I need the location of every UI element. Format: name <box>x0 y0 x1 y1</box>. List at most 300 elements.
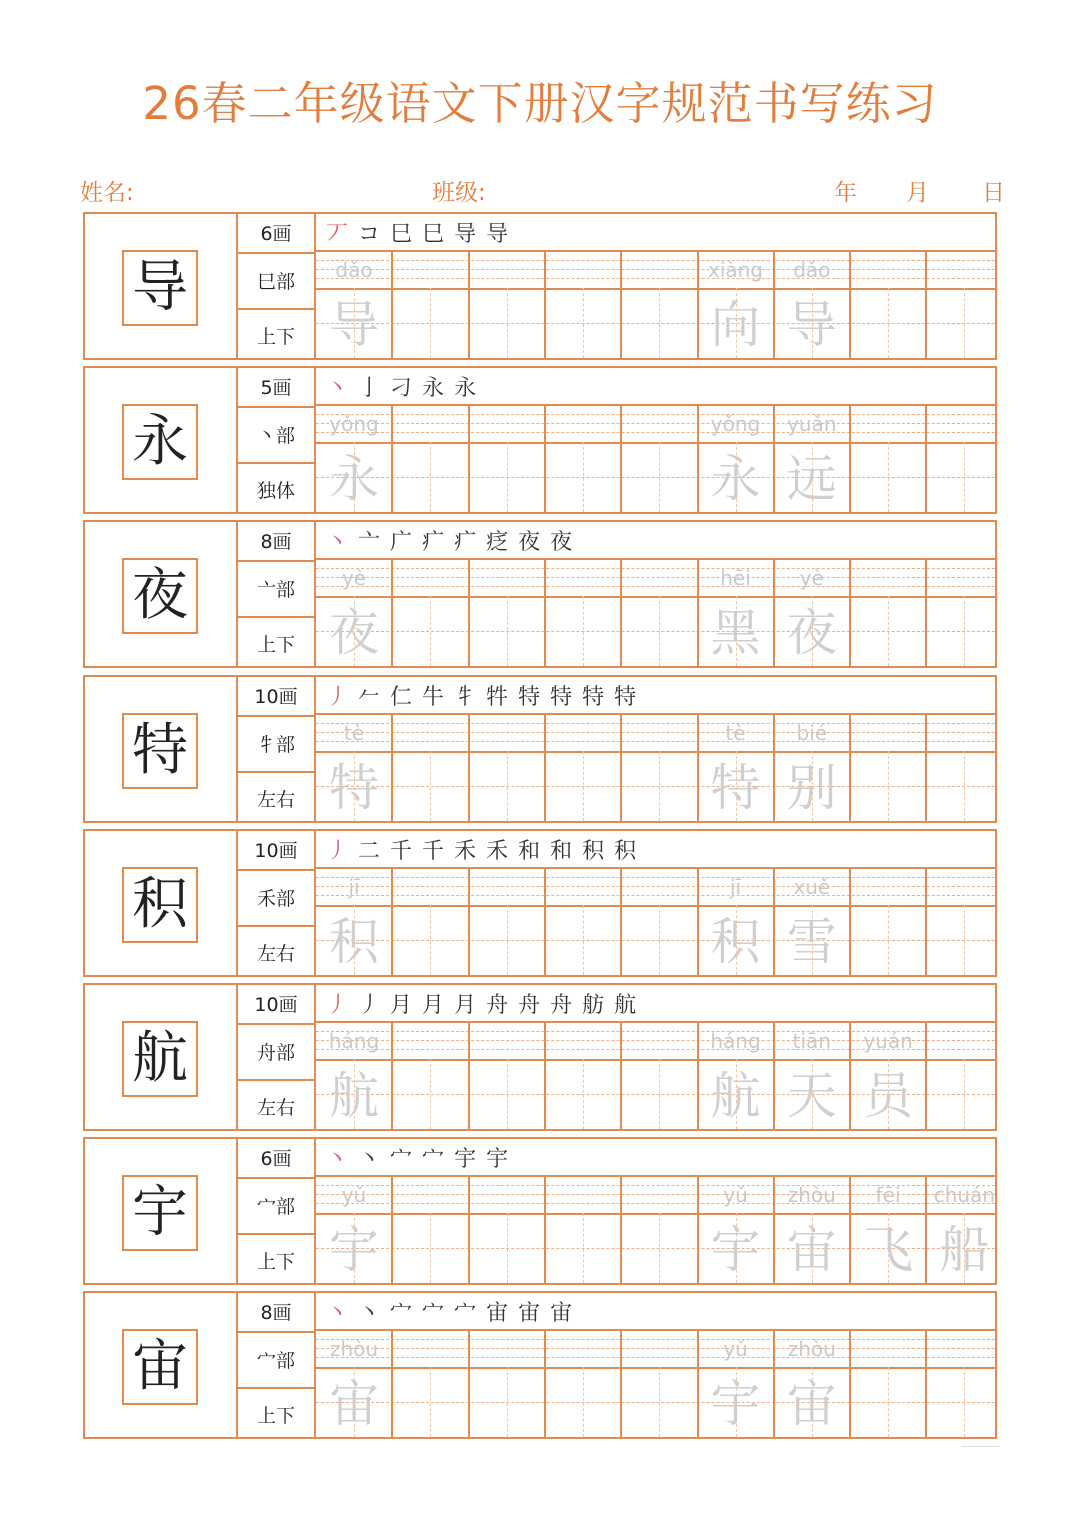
big-char: 永 <box>122 404 198 480</box>
char-block <box>83 983 997 1131</box>
pinyin-practice: yǒng <box>329 412 379 436</box>
grid-column-midline <box>964 1059 965 1129</box>
grid-midline <box>316 1402 995 1403</box>
stroke-step: 宀 <box>422 1146 445 1172</box>
word-pinyin: chuán <box>933 1183 996 1207</box>
stroke-step: 永 <box>422 375 445 401</box>
pinyin-guide-line <box>316 586 995 587</box>
word-char: 黑 <box>710 604 761 662</box>
pinyin-practice: yǔ <box>341 1183 367 1207</box>
stroke-step: 舫 <box>582 992 605 1018</box>
word-pinyin: xuě <box>793 875 831 899</box>
writing-grid <box>316 1293 995 1437</box>
big-char: 航 <box>122 1021 198 1097</box>
trace-char: 航 <box>329 1067 379 1125</box>
word-pinyin: háng <box>710 1029 761 1053</box>
writing-grid <box>316 214 995 358</box>
word-char: 夜 <box>786 604 837 662</box>
grid-line <box>316 751 995 753</box>
year-label: 年 <box>834 180 857 206</box>
grid-column-midline <box>888 905 889 975</box>
stroke-step: 特 <box>550 684 573 710</box>
stroke-step: 仁 <box>390 684 413 710</box>
stroke-step: 牛 <box>422 684 445 710</box>
structure: 上下 <box>238 1387 314 1439</box>
grid-column-line <box>544 713 546 821</box>
grid-column-line <box>925 558 927 666</box>
stroke-step: 特 <box>582 684 605 710</box>
grid-column-midline <box>888 751 889 821</box>
stroke-step: 二 <box>358 838 381 864</box>
grid-column-line <box>620 250 622 358</box>
grid-column-midline <box>659 596 660 666</box>
grid-column-line <box>468 1021 470 1129</box>
char-block <box>83 1291 997 1439</box>
grid-column-midline <box>964 288 965 358</box>
big-char: 导 <box>122 250 198 326</box>
word-char: 船 <box>939 1221 990 1279</box>
grid-column-line <box>620 713 622 821</box>
grid-line <box>316 1367 995 1369</box>
grid-midline <box>316 323 995 324</box>
stroke-step: 巳 <box>422 221 445 247</box>
grid-column-midline <box>583 751 584 821</box>
grid-midline <box>316 631 995 632</box>
grid-column-midline <box>430 288 431 358</box>
big-char: 夜 <box>122 558 198 634</box>
grid-line <box>316 442 995 444</box>
grid-column-midline <box>507 751 508 821</box>
grid-column-midline <box>583 905 584 975</box>
grid-midline <box>316 477 995 478</box>
pinyin-guide-line <box>316 732 995 733</box>
grid-column-line <box>620 1175 622 1283</box>
writing-grid <box>316 368 995 512</box>
char-block <box>83 520 997 668</box>
stroke-count: 6画 <box>260 1147 292 1170</box>
grid-column-midline <box>888 596 889 666</box>
stroke-step: 航 <box>614 992 637 1018</box>
pinyin-guide-line <box>316 1339 995 1340</box>
grid-column-midline <box>430 905 431 975</box>
stroke-step: 宙 <box>518 1300 541 1326</box>
char-info <box>238 1139 316 1283</box>
stroke-step: 特 <box>614 684 637 710</box>
grid-column-line <box>468 867 470 975</box>
word-pinyin: bié <box>796 721 828 745</box>
stroke-step: 宀 <box>422 1300 445 1326</box>
grid-column-midline <box>888 288 889 358</box>
pinyin-guide-line <box>316 886 995 887</box>
stroke-step: 丶 <box>326 529 349 555</box>
grid-column-midline <box>583 1059 584 1129</box>
char-block <box>83 1137 997 1285</box>
stroke-step: 亅 <box>358 375 381 401</box>
structure: 独体 <box>238 462 314 514</box>
word-char: 宙 <box>786 1221 837 1279</box>
stroke-step: 月 <box>390 992 413 1018</box>
word-char: 员 <box>863 1067 914 1125</box>
grid-column-line <box>925 404 927 512</box>
stroke-step: 牜 <box>454 684 477 710</box>
stroke-step: 舟 <box>486 992 509 1018</box>
pinyin-guide-line <box>316 1348 995 1349</box>
stroke-step: 舟 <box>550 992 573 1018</box>
grid-column-midline <box>964 751 965 821</box>
grid-column-midline <box>430 751 431 821</box>
stroke-step: 特 <box>518 684 541 710</box>
pinyin-guide-line <box>316 1357 995 1358</box>
stroke-step: 夜 <box>550 529 573 555</box>
stroke-step: 疺 <box>486 529 509 555</box>
stroke-step: 积 <box>582 838 605 864</box>
stroke-step: 导 <box>486 221 509 247</box>
stroke-step: 宀 <box>454 1300 477 1326</box>
stroke-order <box>316 368 995 404</box>
grid-column-midline <box>583 596 584 666</box>
big-char-cell <box>85 368 238 512</box>
grid-column-midline <box>659 905 660 975</box>
writing-grid <box>316 677 995 821</box>
grid-column-midline <box>430 596 431 666</box>
radical: 宀部 <box>238 1177 314 1231</box>
stroke-order <box>316 1293 995 1329</box>
grid-column-line <box>544 1329 546 1437</box>
char-info <box>238 1293 316 1437</box>
stroke-count: 6画 <box>260 222 292 245</box>
char-block <box>83 675 997 823</box>
big-char: 积 <box>122 867 198 943</box>
pinyin-guide-line <box>316 414 995 415</box>
pinyin-practice: tè <box>343 721 365 745</box>
word-pinyin: yǒng <box>710 412 761 436</box>
pinyin-guide-line <box>316 723 995 724</box>
word-char: 远 <box>786 450 837 508</box>
word-pinyin: yǔ <box>723 1183 748 1207</box>
month-label: 月 <box>906 180 929 206</box>
stroke-count: 5画 <box>260 376 292 399</box>
grid-column-line <box>620 1021 622 1129</box>
trace-char: 特 <box>329 759 379 817</box>
grid-column-midline <box>964 1367 965 1437</box>
grid-column-line <box>468 1175 470 1283</box>
pinyin-practice: háng <box>328 1029 380 1053</box>
stroke-step: 和 <box>550 838 573 864</box>
char-info <box>238 368 316 512</box>
char-block <box>83 366 997 514</box>
stroke-step: 千 <box>390 838 413 864</box>
char-info <box>238 214 316 358</box>
char-info <box>238 522 316 666</box>
grid-midline <box>316 786 995 787</box>
word-pinyin: zhòu <box>787 1337 836 1361</box>
word-pinyin: yuán <box>863 1029 913 1053</box>
pinyin-practice: jī <box>348 875 360 899</box>
grid-column-line <box>925 250 927 358</box>
stroke-step: 千 <box>422 838 445 864</box>
stroke-step: 丿 <box>358 992 381 1018</box>
word-pinyin: jī <box>729 875 742 899</box>
day-label: 日 <box>982 180 1005 206</box>
grid-line <box>316 558 995 560</box>
grid-column-line <box>544 250 546 358</box>
word-char: 宙 <box>786 1375 837 1433</box>
grid-column-line <box>620 1329 622 1437</box>
grid-column-line <box>925 867 927 975</box>
grid-column-line <box>544 404 546 512</box>
pinyin-guide-line <box>316 741 995 742</box>
grid-column-midline <box>659 1367 660 1437</box>
grid-column-line <box>925 713 927 821</box>
stroke-step: 宀 <box>390 1146 413 1172</box>
stroke-count: 8画 <box>260 1301 292 1324</box>
grid-column-midline <box>507 596 508 666</box>
grid-column-line <box>468 713 470 821</box>
pinyin-guide-line <box>316 269 995 270</box>
grid-line <box>316 404 995 406</box>
grid-column-midline <box>659 751 660 821</box>
grid-column-line <box>468 558 470 666</box>
pinyin-practice: zhòu <box>329 1337 379 1361</box>
stroke-step: 丶 <box>358 1300 381 1326</box>
word-pinyin: hēi <box>720 566 751 590</box>
big-char-cell <box>85 522 238 666</box>
big-char: 特 <box>122 713 198 789</box>
stroke-step: 丆 <box>326 221 349 247</box>
stroke-step: 疒 <box>422 529 445 555</box>
stroke-step: 禾 <box>486 838 509 864</box>
stroke-step: 巳 <box>390 221 413 247</box>
grid-column-line <box>468 404 470 512</box>
name-label: 姓名: <box>80 180 134 206</box>
char-block <box>83 212 997 360</box>
radical: 宀部 <box>238 1331 314 1385</box>
stroke-step: 丿 <box>326 838 349 864</box>
word-pinyin: xiàng <box>707 258 764 282</box>
writing-grid <box>316 1139 995 1283</box>
stroke-step: 牪 <box>486 684 509 710</box>
writing-grid <box>316 985 995 1129</box>
stroke-step: 宙 <box>486 1300 509 1326</box>
stroke-order <box>316 985 995 1021</box>
trace-char: 永 <box>329 450 379 508</box>
grid-column-midline <box>964 596 965 666</box>
radical: 禾部 <box>238 869 314 923</box>
stroke-step: 月 <box>454 992 477 1018</box>
pinyin-practice: yè <box>341 566 367 590</box>
word-pinyin: yuǎn <box>787 412 837 436</box>
stroke-step: 广 <box>390 529 413 555</box>
word-char: 特 <box>710 759 761 817</box>
trace-char: 导 <box>329 296 379 354</box>
grid-column-midline <box>430 1367 431 1437</box>
pinyin-guide-line <box>316 278 995 279</box>
stroke-step: 宇 <box>454 1146 477 1172</box>
stroke-step: 丶 <box>326 1300 349 1326</box>
stroke-count: 8画 <box>260 530 292 553</box>
word-char: 向 <box>710 296 761 354</box>
stroke-step: 疒 <box>454 529 477 555</box>
class-label: 班级: <box>432 180 486 206</box>
grid-column-midline <box>888 442 889 512</box>
page-title: 26春二年级语文下册汉字规范书写练习 <box>142 77 938 130</box>
grid-column-line <box>468 1329 470 1437</box>
grid-column-midline <box>659 442 660 512</box>
stroke-step: 禾 <box>454 838 477 864</box>
grid-column-line <box>544 867 546 975</box>
grid-column-midline <box>659 1213 660 1283</box>
radical: 丶部 <box>238 406 314 460</box>
stroke-step: 𠂉 <box>358 684 381 710</box>
stroke-step: 导 <box>454 221 477 247</box>
structure: 上下 <box>238 616 314 668</box>
writing-grid <box>316 522 995 666</box>
big-char-cell <box>85 214 238 358</box>
radical: 亠部 <box>238 560 314 614</box>
pinyin-guide-line <box>316 577 995 578</box>
big-char: 宙 <box>122 1329 198 1405</box>
word-pinyin: tiān <box>792 1029 831 1053</box>
stroke-step: 舟 <box>518 992 541 1018</box>
stroke-step: 宙 <box>550 1300 573 1326</box>
grid-midline <box>316 940 995 941</box>
structure: 左右 <box>238 1079 314 1131</box>
stroke-step: 丿 <box>326 992 349 1018</box>
stroke-step: 亠 <box>358 529 381 555</box>
grid-column-midline <box>583 1367 584 1437</box>
word-pinyin: dǎo <box>793 258 831 282</box>
stroke-step: 积 <box>614 838 637 864</box>
grid-column-line <box>468 250 470 358</box>
grid-column-midline <box>507 1059 508 1129</box>
stroke-count: 10画 <box>254 685 298 708</box>
word-char: 雪 <box>786 913 837 971</box>
grid-column-line <box>544 1175 546 1283</box>
stroke-count: 10画 <box>254 993 298 1016</box>
structure: 左右 <box>238 771 314 823</box>
word-char: 积 <box>710 913 761 971</box>
grid-column-midline <box>507 1367 508 1437</box>
char-info <box>238 985 316 1129</box>
stroke-order <box>316 522 995 558</box>
grid-column-midline <box>583 442 584 512</box>
word-char: 飞 <box>863 1221 914 1279</box>
grid-column-midline <box>964 442 965 512</box>
grid-column-midline <box>583 1213 584 1283</box>
pinyin-guide-line <box>316 568 995 569</box>
stroke-step: 丶 <box>326 1146 349 1172</box>
stroke-step: 丿 <box>326 684 349 710</box>
trace-char: 宇 <box>329 1221 379 1279</box>
stroke-step: 和 <box>518 838 541 864</box>
grid-column-line <box>620 867 622 975</box>
word-pinyin: zhòu <box>787 1183 836 1207</box>
grid-line <box>316 713 995 715</box>
stroke-count: 10画 <box>254 839 298 862</box>
grid-column-line <box>925 1329 927 1437</box>
big-char: 宇 <box>122 1175 198 1251</box>
grid-line <box>316 250 995 252</box>
structure: 上下 <box>238 308 314 360</box>
grid-line <box>316 905 995 907</box>
trace-char: 积 <box>329 913 379 971</box>
structure: 上下 <box>238 1233 314 1285</box>
char-info <box>238 677 316 821</box>
stroke-step: 永 <box>454 375 477 401</box>
word-char: 航 <box>710 1067 761 1125</box>
char-info <box>238 831 316 975</box>
radical: 舟部 <box>238 1023 314 1077</box>
grid-column-line <box>544 558 546 666</box>
grid-column-midline <box>507 1213 508 1283</box>
grid-line <box>316 288 995 290</box>
grid-column-midline <box>964 905 965 975</box>
pinyin-guide-line <box>316 877 995 878</box>
stroke-step: 丶 <box>326 375 349 401</box>
trace-char: 宙 <box>329 1375 379 1433</box>
char-block <box>83 829 997 977</box>
word-char: 天 <box>786 1067 837 1125</box>
grid-column-midline <box>430 1059 431 1129</box>
big-char-cell <box>85 831 238 975</box>
word-pinyin: yǔ <box>723 1337 748 1361</box>
grid-line <box>316 867 995 869</box>
stroke-order <box>316 1139 995 1175</box>
stroke-step: 宇 <box>486 1146 509 1172</box>
pinyin-practice: dǎo <box>335 258 373 282</box>
word-pinyin: tè <box>725 721 746 745</box>
stroke-order <box>316 831 995 867</box>
radical: 牜部 <box>238 715 314 769</box>
grid-column-line <box>620 558 622 666</box>
word-char: 宇 <box>710 1221 761 1279</box>
trace-char: 夜 <box>329 604 379 662</box>
stroke-step: 丶 <box>358 1146 381 1172</box>
big-char-cell <box>85 1139 238 1283</box>
big-char-cell <box>85 985 238 1129</box>
radical: 巳部 <box>238 252 314 306</box>
grid-column-midline <box>507 905 508 975</box>
grid-column-midline <box>507 442 508 512</box>
stroke-step: コ <box>358 221 381 247</box>
word-char: 导 <box>786 296 837 354</box>
word-char: 别 <box>786 759 837 817</box>
grid-line <box>316 596 995 598</box>
writing-grid <box>316 831 995 975</box>
stroke-step: 夜 <box>518 529 541 555</box>
pinyin-guide-line <box>316 895 995 896</box>
page-divider <box>962 1446 1000 1447</box>
big-char-cell <box>85 677 238 821</box>
grid-column-midline <box>583 288 584 358</box>
grid-column-midline <box>430 442 431 512</box>
stroke-step: 月 <box>422 992 445 1018</box>
grid-column-midline <box>659 288 660 358</box>
grid-line <box>316 1329 995 1331</box>
grid-column-midline <box>430 1213 431 1283</box>
word-pinyin: yè <box>799 566 824 590</box>
big-char-cell <box>85 1293 238 1437</box>
stroke-step: 宀 <box>390 1300 413 1326</box>
word-char: 宇 <box>710 1375 761 1433</box>
grid-column-line <box>620 404 622 512</box>
pinyin-guide-line <box>316 423 995 424</box>
stroke-order <box>316 677 995 713</box>
grid-column-midline <box>888 1367 889 1437</box>
pinyin-guide-line <box>316 432 995 433</box>
grid-column-midline <box>659 1059 660 1129</box>
word-pinyin: fēi <box>875 1183 901 1207</box>
